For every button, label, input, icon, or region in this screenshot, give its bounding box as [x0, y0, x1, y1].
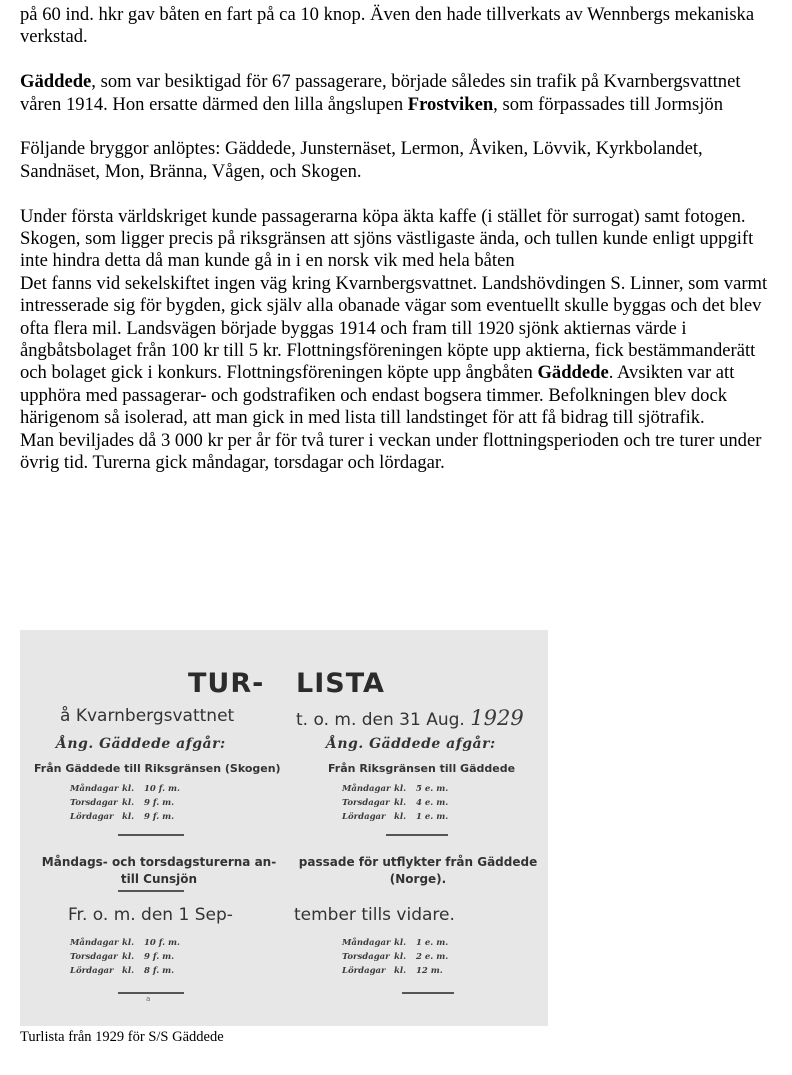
divider — [402, 992, 454, 994]
times-list-left-1 — [70, 782, 180, 824]
time-row: Måndagar kl. 1 e. m. — [342, 938, 449, 948]
time-row: Torsdagar kl. 2 e. m. — [342, 952, 449, 962]
timetable-title-right: LISTA — [296, 668, 385, 699]
handwritten-year: 1929 — [470, 706, 524, 730]
route-left: Från Gäddede till Riksgränsen (Skogen) — [34, 762, 281, 775]
timetable-subtitle-left: å Kvarnbergsvattnet — [60, 706, 235, 726]
time-row: Lördagar kl. 9 f. m. — [70, 812, 175, 822]
time-row: Måndagar kl. 5 e. m. — [342, 784, 449, 794]
timetable-right-column — [290, 630, 548, 1026]
departure-heading-right: Ång. Gäddede afgår: — [326, 736, 496, 752]
times-list-right-2 — [342, 936, 448, 978]
article-text — [20, 4, 780, 474]
ship-name-gaddede: Gäddede — [20, 71, 92, 93]
ship-name-frostviken: Frostviken — [407, 93, 494, 115]
divider — [386, 834, 448, 836]
paragraph-2: Gäddede, som var besiktigad för 67 passagerare, började således sin trafik på Kvarnbergsvattnet våren 1914. Hon ersatte därmed den lilla ångslupen Frostviken, som förpassades till Jormsjön — [20, 71, 741, 115]
divider — [118, 992, 184, 994]
time-row: Lördagar kl. 1 e. m. — [342, 812, 449, 822]
paragraph-6: Man beviljades då 3 000 kr per år för två turer i veckan under flottningsperioden och tre turer under övrig tid. Turerna gick måndagar, torsdagar och lördagar. — [20, 429, 762, 474]
time-row: Lördagar kl. 12 m. — [342, 966, 443, 976]
time-row: Lördagar kl. 8 f. m. — [70, 966, 175, 976]
time-row: Måndagar kl. 10 f. m. — [70, 784, 181, 794]
paragraph-1: på 60 ind. hkr gav båten en fart på ca 10 knop. Även den hade tillverkats av Wennbergs mekaniska verkstad. — [20, 4, 755, 48]
paragraph-4: Under första världskriget kunde passagerarna köpa äkta kaffe (i stället för surrogat) samt fotogen. Skogen, som ligger precis på riksgränsen att sjöns västligaste ända, och tullen kunde enligt uppgift inte hindra detta då man kunde gå in i en norsk vik med hela båten — [20, 205, 754, 272]
timetable-image — [20, 630, 548, 1026]
times-list-right-1 — [342, 782, 448, 824]
time-row: Måndagar kl. 10 f. m. — [70, 938, 181, 948]
time-row: Torsdagar kl. 9 f. m. — [70, 952, 175, 962]
note-left: Måndags- och torsdagsturerna an- till Cunsjön — [41, 855, 277, 886]
timetable-left-column — [20, 630, 290, 1026]
ship-name-gaddede-2: Gäddede — [537, 362, 609, 384]
divider — [118, 834, 184, 836]
paragraph-5: Det fanns vid sekelskiftet ingen väg kring Kvarnbergsvattnet. Landshövdingen S. Linner, som varmt intresserade sig för bygden, gick själv alla obanade vägar som eventuellt skulle byggas och det blev ofta flera mil. Landsvägen började byggas 1914 och fram till 1920 sjönk aktiernas värde i ångbåtsbolaget från 100 kr till 5 kr. Flottningsföreningen köpte upp aktierna, fick bestämmanderätt och bolaget gick i konkurs. Flottningsföreningen köpte upp ångbåten Gäddede. Avsikten var att upphöra med passagerar- och godstrafiken och endast bogsera timmer. Befolkningen blev dock härigenom så isolerad, att man gick in med lista till landstinget för att få bidrag till sjötrafik. — [20, 272, 768, 429]
note-right: passade för utflykter från Gäddede (Norge). — [298, 855, 538, 886]
period-right: tember tills vidare. — [294, 905, 455, 925]
divider — [118, 890, 184, 892]
route-right: Från Riksgränsen till Gäddede — [328, 762, 516, 775]
timetable-title-left: TUR- — [188, 668, 265, 699]
timetable-subtitle-right: t. o. m. den 31 Aug. 1929 — [296, 706, 524, 730]
time-row: Torsdagar kl. 4 e. m. — [342, 798, 449, 808]
printer-mark: a — [146, 995, 151, 1003]
paragraph-3: Följande bryggor anlöptes: Gäddede, Junsternäset, Lermon, Åviken, Lövvik, Kyrkbolandet, Sandnäset, Mon, Bränna, Vågen, och Skogen. — [20, 138, 703, 182]
departure-heading-left: Ång. Gäddede afgår: — [56, 736, 226, 752]
image-caption: Turlista från 1929 för S/S Gäddede — [20, 1029, 224, 1045]
time-row: Torsdagar kl. 9 f. m. — [70, 798, 175, 808]
period-left: Fr. o. m. den 1 Sep- — [68, 905, 233, 925]
times-list-left-2 — [70, 936, 180, 978]
